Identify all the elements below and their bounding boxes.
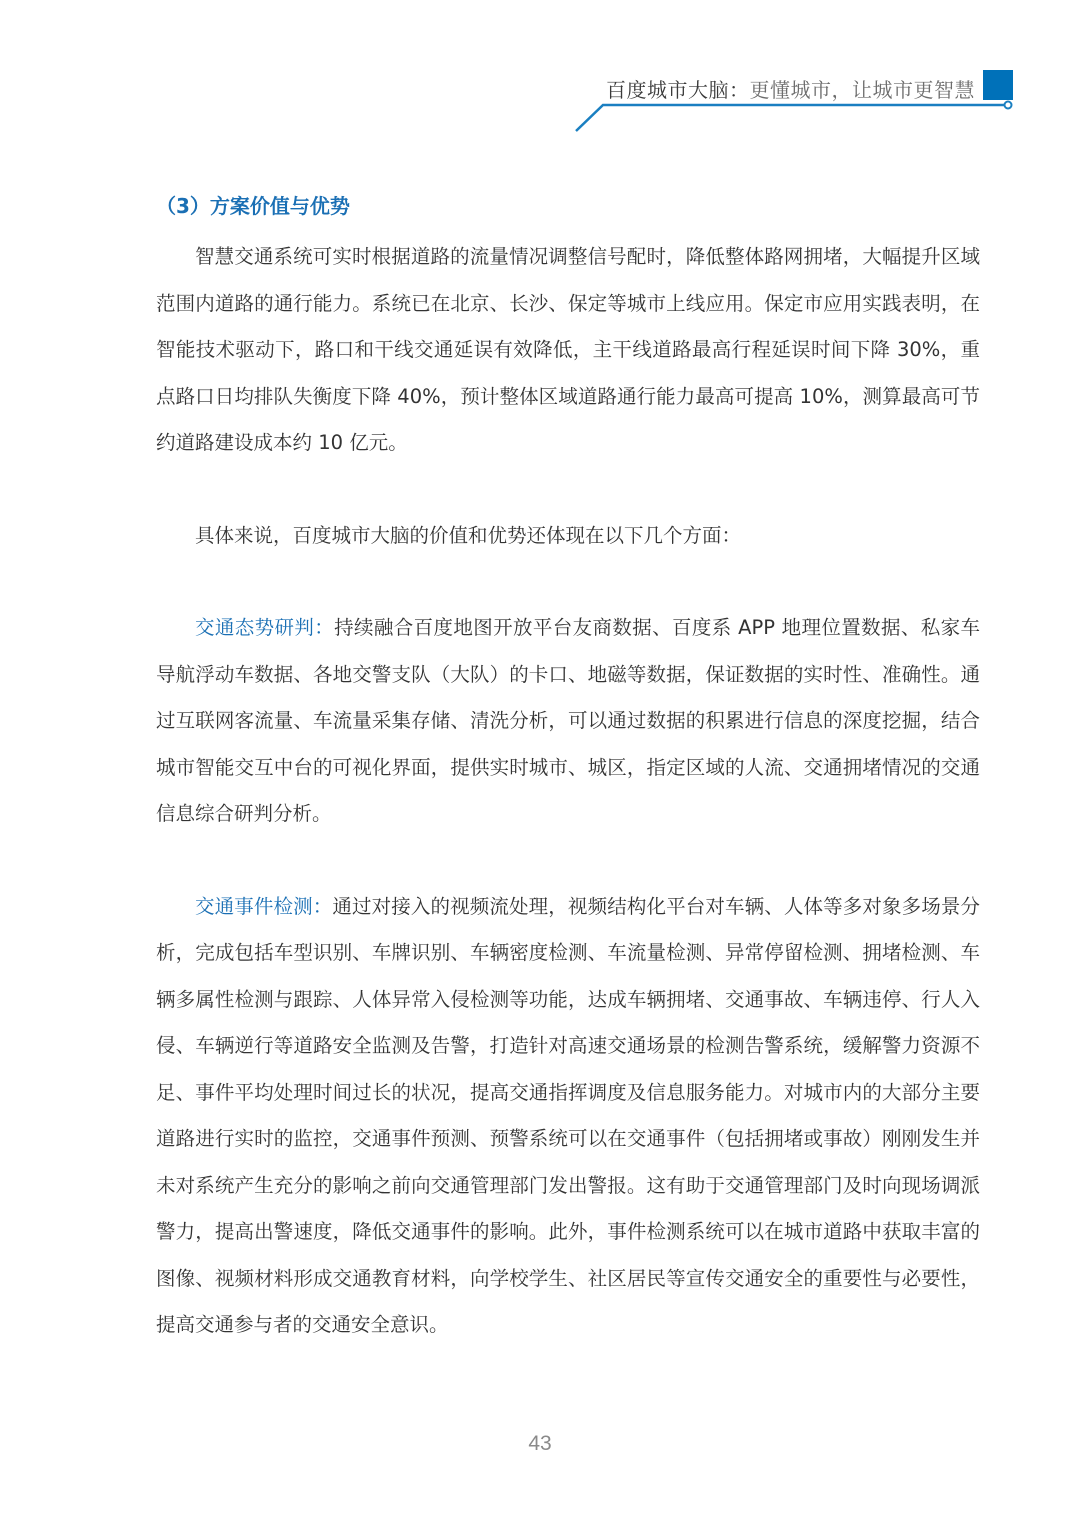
document-body [156,188,980,1349]
header-title-tagline: 更懂城市，让城市更智慧 [749,78,975,102]
page-number: 43 [528,1432,552,1455]
header-decorative-line [570,100,1020,136]
paragraph-intro: 具体来说，百度城市大脑的价值和优势还体现在以下几个方面： [195,523,742,547]
paragraph-body-traffic-event: 通过对接入的视频流处理，视频结构化平台对车辆、人体等多对象多场景分析，完成包括车型识别、车牌识别、车辆密度检测、车流量检测、异常停留检测、拥堵检测、车辆多属性检测与跟踪、人体异常入侵检测等功能，达成车辆拥堵、交通事故、车辆违停、行人入侵、车辆逆行等道路安全监测及告警，打造针对高速交通场景的检测告警系统，缓解警力资源不足、事件平均处理时间过长的状况，提高交通指挥调度及信息服务能力。对城市内的大部分主要道路进行实时的监控，交通事件预测、预警系统可以在交通事件（包括拥堵或事故）刚刚发生并未对系统产生充分的影响之前向交通管理部门发出警报。这有助于交通管理部门及时向现场调派警力，提高出警速度，降低交通事件的影响。此外，事件检测系统可以在城市道路中获取丰富的图像、视频材料形成交通教育材料，向学校学生、社区居民等宣传交通安全的重要性与必要性，提高交通参与者的交通安全意识。 [156,894,980,1336]
paragraph-gap [156,838,980,884]
paragraph-gap [156,467,980,513]
paragraph-body-traffic-situation: 持续融合百度地图开放平台友商数据、百度系 APP 地理位置数据、私家车导航浮动车数据、各地交警支队（大队）的卡口、地磁等数据，保证数据的实时性、准确性。通过互联网客流量、车流量采集存储、清洗分析，可以通过数据的积累进行信息的深度挖掘，结合城市智能交互中台的可视化界面，提供实时城市、城区，指定区域的人流、交通拥堵情况的交通信息综合研判分析。 [156,616,980,825]
paragraph-lead-traffic-situation: 交通态势研判： [195,616,335,639]
paragraph-value-summary: 智慧交通系统可实时根据道路的流量情况调整信号配时，降低整体路网拥堵，大幅提升区域范围内道路的通行能力。系统已在北京、长沙、保定等城市上线应用。保定市应用实践表明，在智能技术驱动下，路口和干线交通延误有效降低，主干线道路最高行程延误时间下降 30%，重点路口日均排队失衡度下降 40%，预计整体区域道路通行能力最高可提高 10%，测算最高可节约道路建设成本约 10 亿元。 [156,245,980,454]
section-title: （3）方案价值与优势 [156,194,350,218]
paragraph-gap [156,559,980,605]
paragraph-traffic-event [156,884,980,1349]
header-accent-square [983,70,1013,100]
paragraph-traffic-situation [156,605,980,838]
running-header-title [606,74,975,103]
header-title-separator: ： [729,78,750,102]
paragraph-lead-traffic-event: 交通事件检测： [195,894,333,918]
header-title-main: 百度城市大脑 [606,78,729,102]
